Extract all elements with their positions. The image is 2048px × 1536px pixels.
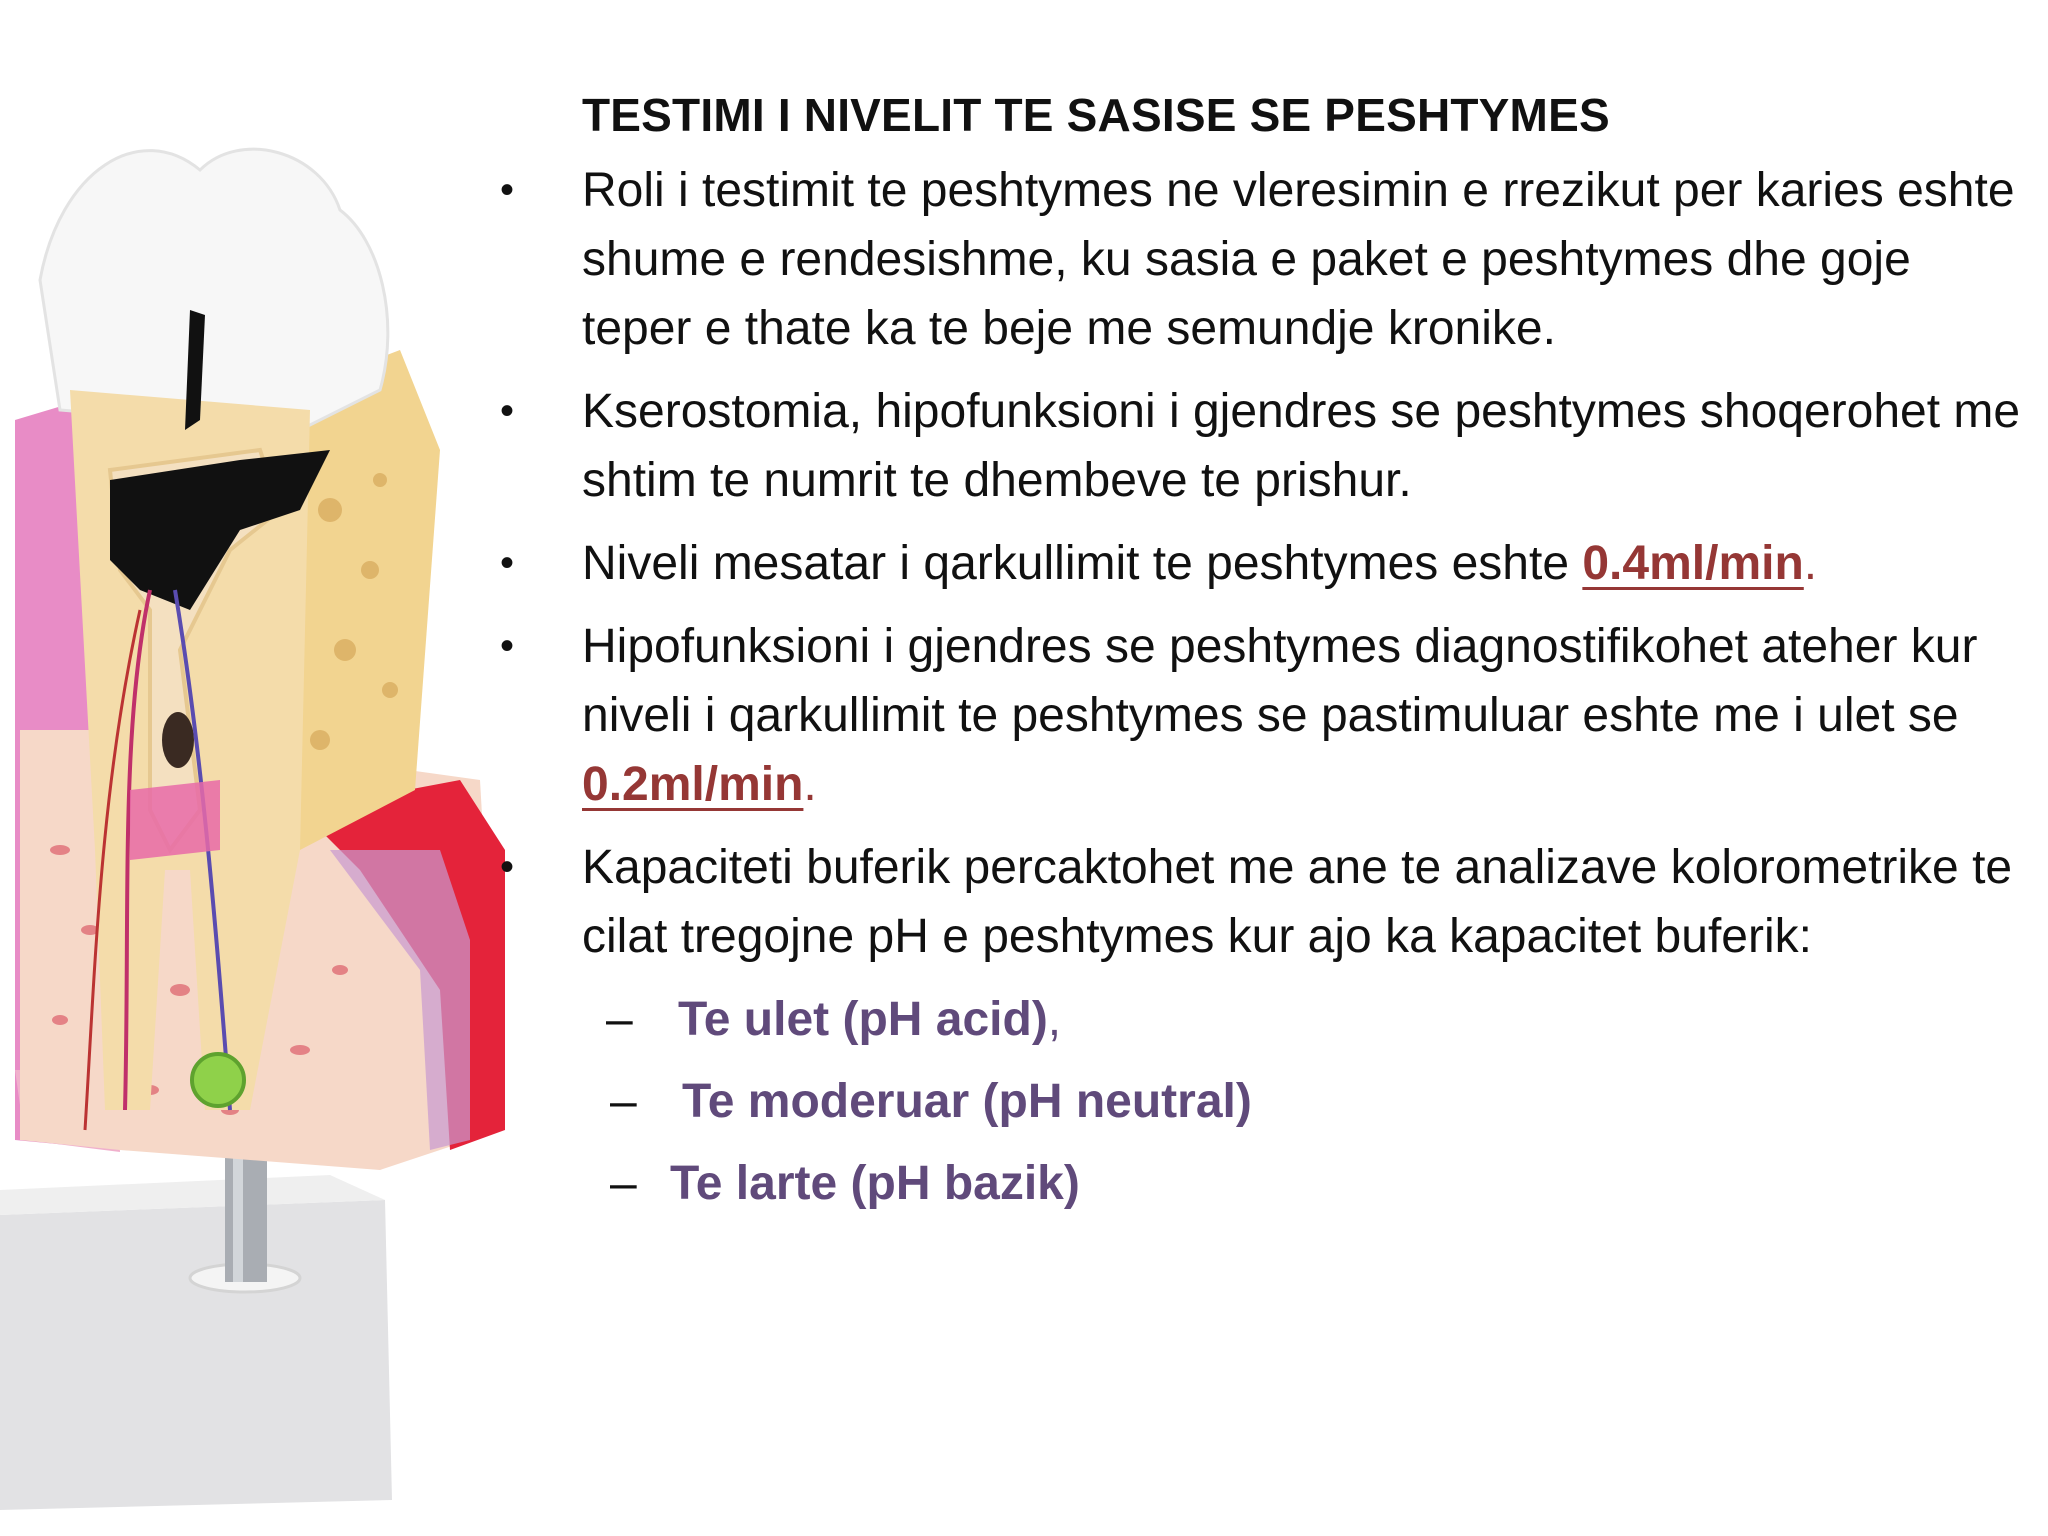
bullet-dot-icon: • bbox=[500, 168, 515, 212]
bullet-dot-icon: • bbox=[500, 389, 515, 433]
bullet-item bbox=[500, 529, 2022, 598]
slide-content bbox=[500, 86, 2022, 1231]
sub-item bbox=[610, 1149, 2022, 1218]
sub-text: Te ulet (pH acid) bbox=[678, 993, 1048, 1046]
highlight-value: 0.2ml/min bbox=[582, 758, 804, 811]
sub-text: Te moderuar (pH neutral) bbox=[682, 1075, 1252, 1128]
bullet-item bbox=[500, 377, 2022, 515]
tooth-cross-section-model-icon bbox=[0, 90, 520, 1510]
bullet-item bbox=[500, 833, 2022, 971]
bullet-text: Niveli mesatar i qarkullimit te peshtymes eshte bbox=[582, 537, 1583, 590]
slide-title: TESTIMI I NIVELIT TE SASISE SE PESHTYMES bbox=[582, 89, 1610, 141]
bullet-text: Roli i testimit te peshtymes ne vleresimin e rrezikut per karies eshte shume e rendesishme, ku sasia e paket e peshtymes dhe goje teper e thate ka te beje me semundje kronike. bbox=[582, 164, 2015, 355]
dash-icon: – bbox=[610, 1157, 637, 1210]
bullet-text: Kserostomia, hipofunksioni i gjendres se peshtymes shoqerohet me shtim te numrit te dhembeve te prishur. bbox=[582, 385, 2021, 507]
bullet-period: . bbox=[803, 758, 817, 811]
bullet-item bbox=[500, 156, 2022, 363]
sub-list bbox=[582, 985, 2022, 1218]
tooth-model-image bbox=[0, 90, 520, 1510]
sub-item bbox=[606, 985, 2022, 1054]
sub-comma: , bbox=[1047, 993, 1062, 1046]
dash-icon: – bbox=[610, 1075, 637, 1128]
bullet-text: Kapaciteti buferik percaktohet me ane te analizave kolorometrike te cilat tregojne pH e peshtymes kur ajo ka kapacitet buferik: bbox=[582, 841, 2013, 963]
bullet-dot-icon: • bbox=[500, 541, 515, 585]
sub-item bbox=[610, 1067, 2022, 1136]
bullet-period: . bbox=[1803, 537, 1818, 590]
highlight-value: 0.4ml/min bbox=[1582, 537, 1804, 590]
bullet-item bbox=[500, 612, 2022, 819]
dash-icon: – bbox=[606, 993, 633, 1046]
bullet-text: Hipofunksioni i gjendres se peshtymes diagnostifikohet ateher kur niveli i qarkullimit te peshtymes se pastimuluar eshte me i ulet se bbox=[582, 620, 1978, 742]
bullet-dot-icon: • bbox=[500, 624, 515, 668]
bullet-dot-icon: • bbox=[500, 845, 515, 889]
sub-text: Te larte (pH bazik) bbox=[670, 1157, 1080, 1210]
